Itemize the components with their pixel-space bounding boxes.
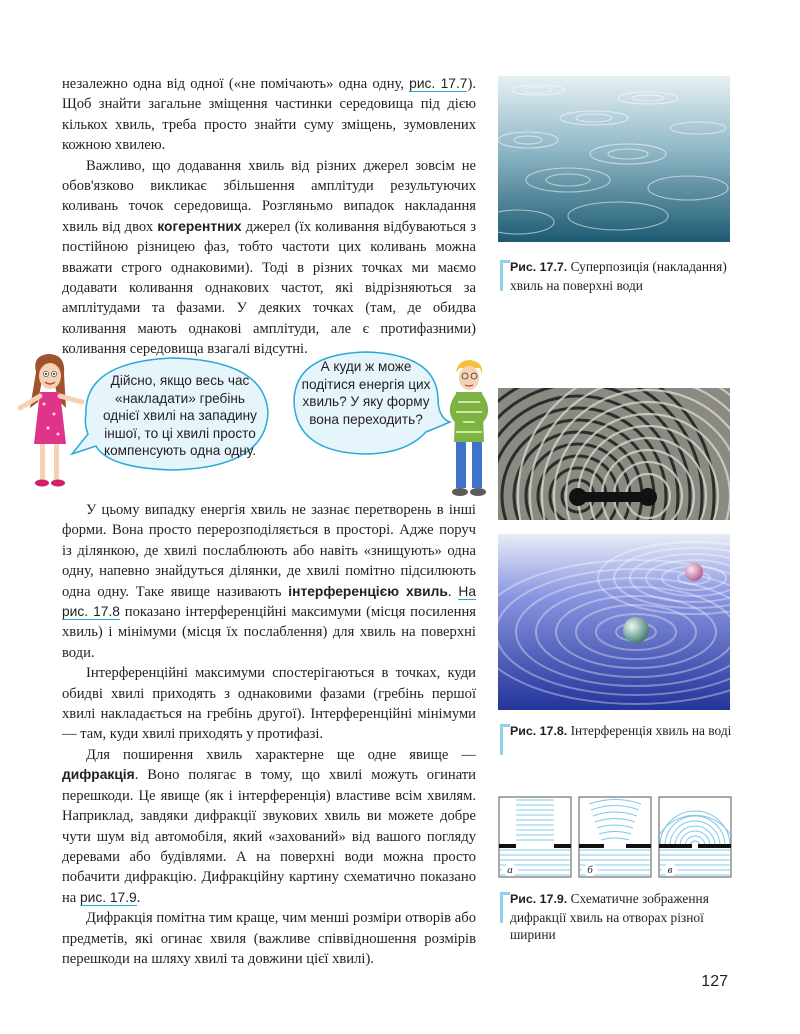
paragraph-4: Інтерференційні максимуми спостерігаються в точках, куди обидві хвилі приходять з однаковими фазами (гребінь першої хвилі накладається на гребінь другої). Інтерференційні мінімуми — там, куди хвилі приходять у протифазі. (62, 665, 476, 743)
figure-17-8-caption: Рис. 17.8. Інтерференція хвиль на воді (510, 722, 732, 741)
figure-17-9-diagram (498, 796, 732, 880)
figure-ref-17-7[interactable]: рис. 17.7 (409, 76, 468, 91)
figure-ref-17-8[interactable]: На рис. 17.8 (62, 583, 476, 620)
caption-marker (500, 724, 510, 755)
text-column-top (62, 74, 476, 360)
panel-label-a: а (502, 864, 518, 876)
speech-bubble-left-text: Дійсно, якщо весь час «накладати» гребінь однієї хвилі на западину іншої, то ці хвилі просто компенсують одна одну. (103, 373, 257, 458)
paragraph-3: У цьому випадку енергія хвиль не зазнає перетворень в інші форми. Вона просто перерозподіляється в просторі. Адже поруч із ділянкою, де хвилі послаблюють або навіть «знищують» одна одну, напевно знайдуться ділянки, де хвилі помітно підсилюють одна одну. Таке явище називають інтерференцією хвиль. На рис. 17.8 показано інтерференційні максимуми (місця посилення хвиль) і мінімуми (місця їх послаблення) для хвиль на поверхні води. (62, 502, 476, 661)
term-diffraction: дифракція (62, 767, 135, 783)
figure-17-7-image (498, 76, 730, 242)
panel-label-c: в (662, 864, 678, 876)
paragraph-6: Дифракція помітна тим краще, чим менші розміри отворів або предметів, які огинає хвиля (важливе співвідношення розмірів перешкоди на шляху хвилі та довжини цієї хвилі). (62, 910, 476, 967)
boy-illustration (444, 358, 494, 500)
term-coherent: когерентних (157, 218, 242, 234)
text-column-bottom (62, 500, 476, 969)
figure-ref-17-9[interactable]: рис. 17.9 (79, 889, 137, 905)
speech-bubble-right-text: А куди ж може подітися енергія цих хвиль? У яку форму вона переходить? (301, 359, 431, 427)
paragraph-1: незалежно одна від одної («не помічають» одна одну, рис. 17.7). Щоб знайти загальне зміщення частинки середовища під дією кількох хвиль, треба просто знайти суму зміщень, зумовлених кожною хвилею. (62, 76, 476, 154)
paragraph-2: Важливо, що додавання хвиль від різних джерел зовсім не обов'язково викликає збільшення амплітуди результуючих коливань точок середовища. Розгляньмо випадок накладання хвиль від двох когерентних джерел (їх коливання відбуваються з постійною різницею фаз, тобто частоти цих коливань можна вважати строго однаковими). Тоді в різних точках ми маємо додавати коливання однакових частот, які відрізняються за амплітудами та фазами. У деяких точках (там, де обидва коливання мають однакові амплітуди, але є протифазними) коливання середовища взагалі відсутні. (62, 157, 476, 358)
figure-17-8-image-bottom (498, 534, 730, 710)
paragraph-5: Для поширення хвиль характерне ще одне явище — дифракція. Воно полягає в тому, що хвилі можуть огинати перешкоди. Це явище (як і інтерференція) властиве всім хвилям. Наприклад, завдяки дифракції звукових хвиль ви можете добре чути шум від автомобіля, який «захований» від вашого погляду деревами або будівлями. А на поверхні води можна просто побачити дифракцію. Дифракційну картину схематично показано на рис. 17.9. (62, 746, 476, 906)
figure-17-7-caption: Рис. 17.7. Суперпозиція (накладання) хвиль на поверхні води (510, 258, 732, 294)
term-interference: інтерференцією хвиль (288, 583, 448, 599)
figure-17-9-caption: Рис. 17.9. Схематичне зображення дифракції хвиль на отворах різної ширини (510, 890, 732, 944)
figure-17-8-image-top (498, 388, 730, 520)
caption-marker (500, 892, 510, 923)
caption-marker (500, 260, 510, 291)
page-number: 127 (701, 973, 728, 990)
panel-label-b: б (582, 864, 598, 876)
